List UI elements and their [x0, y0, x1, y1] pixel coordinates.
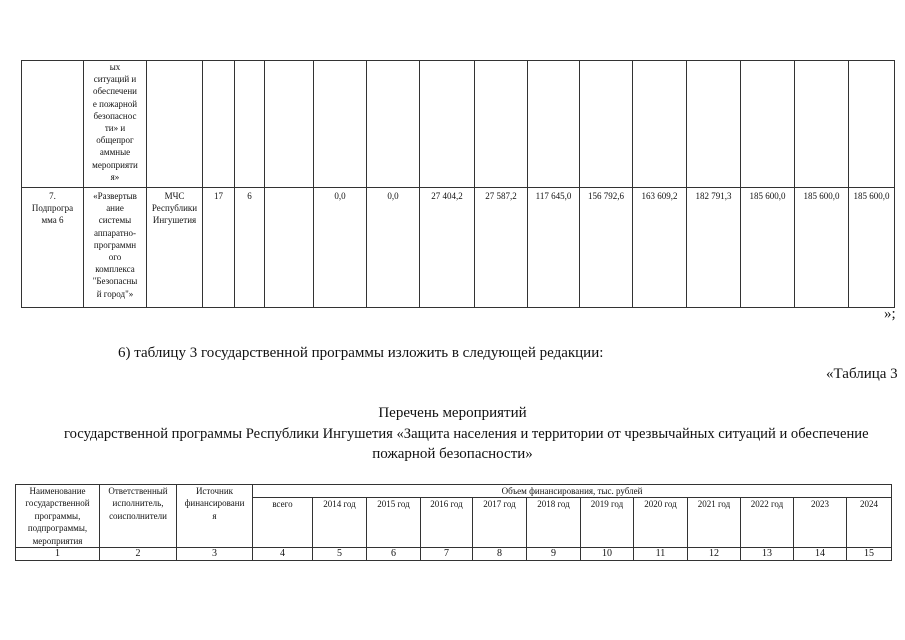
header-year: 2020 год	[634, 498, 688, 548]
header-year: всего	[253, 498, 313, 548]
cell-value: 6	[235, 188, 265, 308]
column-number: 1	[16, 548, 100, 561]
cell-value: 17	[203, 188, 235, 308]
column-number: 9	[527, 548, 581, 561]
header-name: Наименование государственной программы, подпрограммы, мероприятия	[16, 485, 100, 548]
cell-value: 27 404,2	[420, 188, 475, 308]
title-line-3: пожарной безопасности»	[372, 446, 533, 462]
header-year: 2017 год	[473, 498, 527, 548]
table-label: «Таблица 3	[826, 366, 898, 382]
header-responsible: Ответственный исполнитель, соисполнители	[100, 485, 177, 548]
header-year: 2019 год	[581, 498, 634, 548]
column-number: 8	[473, 548, 527, 561]
header-year: 2018 год	[527, 498, 581, 548]
column-number: 4	[253, 548, 313, 561]
column-number: 11	[634, 548, 688, 561]
cell-responsible: МЧС Республики Ингушетия	[147, 188, 203, 308]
cell-value: 0,0	[367, 188, 420, 308]
column-number: 10	[581, 548, 634, 561]
table-row	[22, 188, 895, 308]
column-number: 15	[847, 548, 892, 561]
header-financing-volume: Объем финансирования, тыс. рублей	[253, 485, 892, 498]
table-header-row	[16, 485, 892, 498]
cell-value: 0,0	[314, 188, 367, 308]
cell-value: 185 600,0	[849, 188, 895, 308]
title-line-1: Перечень мероприятий	[378, 405, 527, 421]
column-number-row	[16, 548, 892, 561]
header-year: 2024	[847, 498, 892, 548]
column-number: 13	[741, 548, 794, 561]
cell-value: 27 587,2	[475, 188, 528, 308]
table-row	[22, 61, 895, 188]
cell-subprogram-number: 7. Подпрогра мма 6	[22, 188, 84, 308]
column-number: 5	[313, 548, 367, 561]
header-source: Источник финансировани я	[177, 485, 253, 548]
cell-value: 156 792,6	[580, 188, 633, 308]
cell-value	[265, 188, 314, 308]
cell-subprogram-name: «Развертыв ание системы аппаратно- программн ого комплекса "Безопасны й город"»	[84, 188, 147, 308]
header-year: 2014 год	[313, 498, 367, 548]
header-year: 2022 год	[741, 498, 794, 548]
cell-value: 163 609,2	[633, 188, 687, 308]
title-line-2: государственной программы Республики Ингушетия «Защита населения и территории от чрезвычайных ситуаций и обеспечение	[64, 426, 869, 442]
closing-quote-mark: »;	[884, 306, 896, 322]
cell-name-continued: ых ситуаций и обеспечени е пожарной безопаснос ти» и общепрог аммные мероприяти я»	[84, 61, 147, 188]
cell-value: 185 600,0	[795, 188, 849, 308]
financing-table	[15, 484, 892, 561]
cell-value: 117 645,0	[528, 188, 580, 308]
program-table-continuation	[21, 60, 895, 308]
amendment-paragraph: 6) таблицу 3 государственной программы изложить в следующей редакции:	[118, 345, 604, 361]
header-year: 2021 год	[688, 498, 741, 548]
column-number: 3	[177, 548, 253, 561]
column-number: 12	[688, 548, 741, 561]
column-number: 6	[367, 548, 421, 561]
cell-value: 185 600,0	[741, 188, 795, 308]
header-year: 2016 год	[421, 498, 473, 548]
column-number: 2	[100, 548, 177, 561]
column-number: 7	[421, 548, 473, 561]
column-number: 14	[794, 548, 847, 561]
header-year: 2015 год	[367, 498, 421, 548]
cell-value: 182 791,3	[687, 188, 741, 308]
header-year: 2023	[794, 498, 847, 548]
